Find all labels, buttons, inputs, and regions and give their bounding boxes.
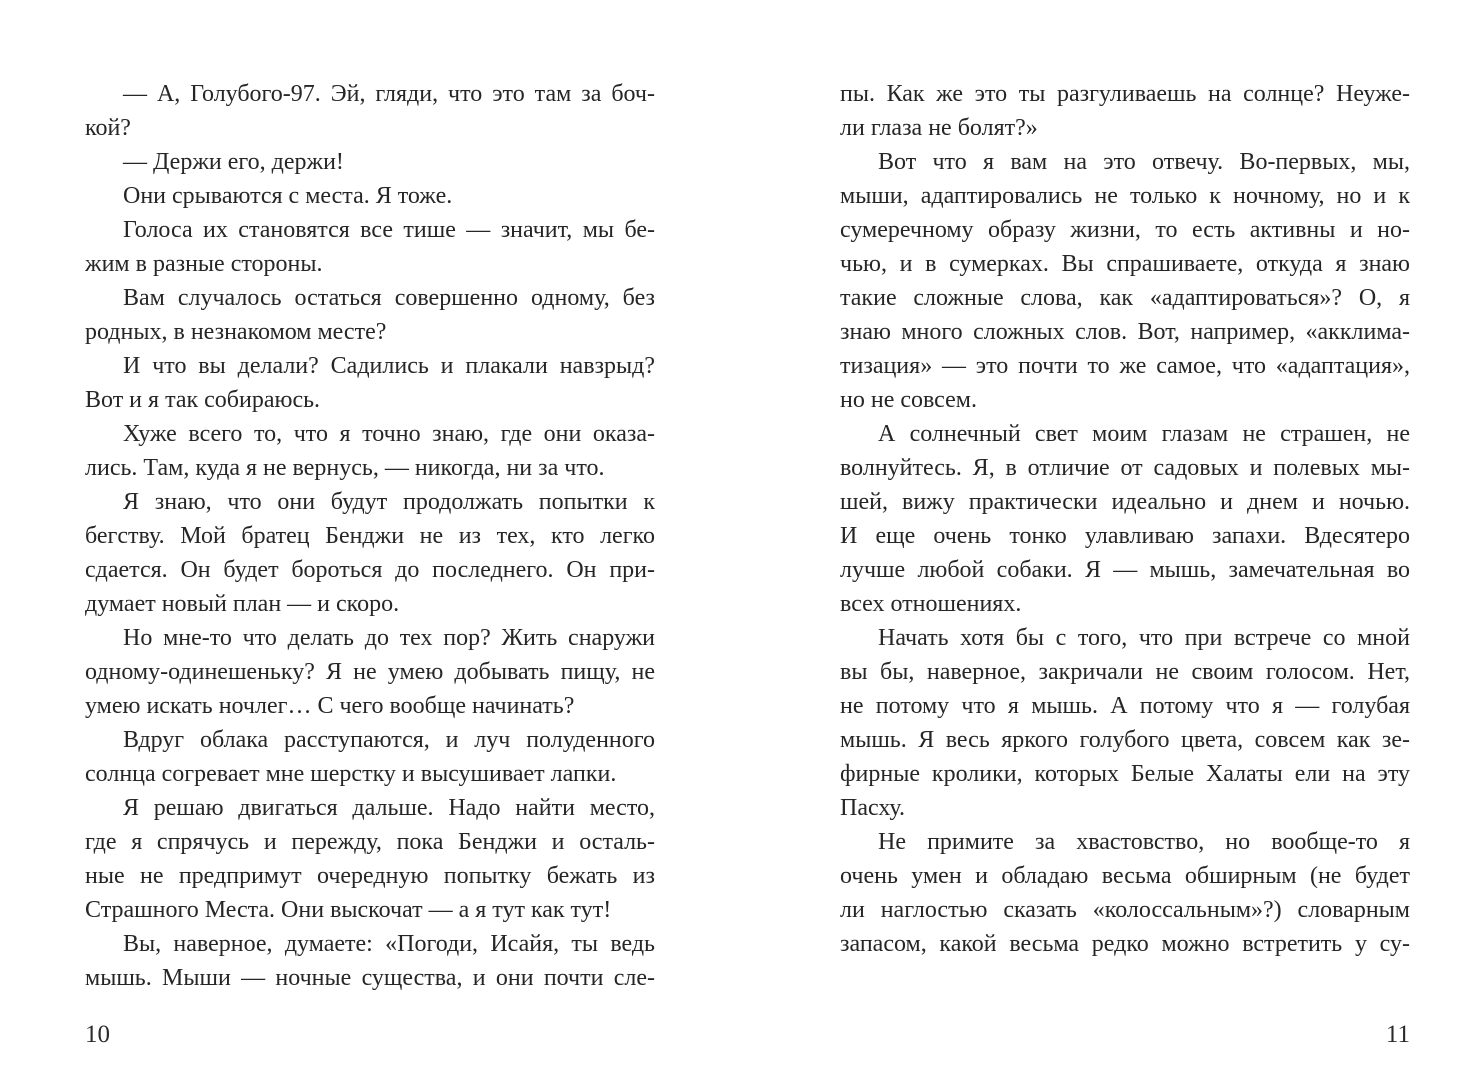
text-line: Не примите за хвастовство, но вообще-то я bbox=[878, 829, 1410, 855]
text-line: мышь. Мыши — ночные существа, и они почти сле- bbox=[85, 965, 655, 991]
text-line: очень умен и обладаю весьма обширным (не будет bbox=[840, 863, 1410, 889]
text-line: чью, и в сумерках. Вы спрашиваете, откуда я знаю bbox=[840, 251, 1410, 277]
text-line: запасом, какой весьма редко можно встретить у су- bbox=[840, 931, 1410, 957]
text-line: мыши, адаптировались не только к ночному, но и к bbox=[840, 183, 1410, 209]
text-line: фирные кролики, которых Белые Халаты ели на эту bbox=[840, 761, 1410, 787]
text-line: шей, вижу практически идеально и днем и ночью. bbox=[840, 489, 1410, 515]
text-line: пы. Как же это ты разгуливаешь на солнце? Неуже- bbox=[840, 81, 1410, 107]
text-line: сдается. Он будет бороться до последнего. Он при- bbox=[85, 557, 655, 583]
text-line: всех отношениях. bbox=[840, 591, 1022, 617]
text-line: кой? bbox=[85, 115, 131, 141]
text-line: родных, в незнакомом месте? bbox=[85, 319, 387, 345]
text-line: Вот что я вам на это отвечу. Во-первых, мы, bbox=[878, 149, 1410, 175]
text-line: Вот и я так собираюсь. bbox=[85, 387, 321, 413]
text-line: Вдруг облака расступаются, и луч полуденного bbox=[123, 727, 655, 753]
text-line: одному-одинешеньку? Я не умею добывать пищу, не bbox=[85, 659, 655, 685]
text-line: А солнечный свет моим глазам не страшен, не bbox=[878, 421, 1410, 447]
text-line: Страшного Места. Они выскочат — а я тут как тут! bbox=[85, 897, 612, 923]
text-line: умею искать ночлег… С чего вообще начинать? bbox=[85, 693, 575, 719]
text-line: солнца согревает мне шерстку и высушивает лапки. bbox=[85, 761, 617, 787]
text-line: лучше любой собаки. Я — мышь, замечательная во bbox=[840, 557, 1410, 583]
text-line: где я спрячусь и пережду, пока Бенджи и осталь- bbox=[85, 829, 655, 855]
text-line: Вы, наверное, думаете: «Погоди, Исайя, ты ведь bbox=[123, 931, 655, 957]
text-line: мышь. Я весь яркого голубого цвета, совсем как зе- bbox=[840, 727, 1410, 753]
text-line: Пасху. bbox=[840, 795, 906, 821]
text-line: вы бы, наверное, закричали не своим голосом. Нет, bbox=[840, 659, 1410, 685]
text-line: ли глаза не болят?» bbox=[840, 115, 1038, 141]
text-line: но не совсем. bbox=[840, 387, 977, 413]
text-line: — А, Голубого-97. Эй, гляди, что это там за боч- bbox=[123, 81, 655, 107]
text-line: Голоса их становятся все тише — значит, мы бе- bbox=[123, 217, 655, 243]
page-number-left: 10 bbox=[85, 1021, 110, 1048]
text-line: бегству. Мой братец Бенджи не из тех, кто легко bbox=[85, 523, 655, 549]
text-line: Но мне-то что делать до тех пор? Жить снаружи bbox=[123, 625, 655, 651]
text-line: — Держи его, держи! bbox=[123, 149, 344, 175]
text-line: И что вы делали? Садились и плакали навзрыд? bbox=[123, 353, 655, 379]
text-line: ли наглостью сказать «колоссальным»?) словарным bbox=[840, 897, 1410, 923]
text-line: Я решаю двигаться дальше. Надо найти место, bbox=[123, 795, 655, 821]
right-page-text bbox=[840, 77, 1410, 961]
text-line: такие сложные слова, как «адаптироваться»? О, я bbox=[840, 285, 1410, 311]
text-line: знаю много сложных слов. Вот, например, «акклима- bbox=[840, 319, 1410, 345]
text-line: Я знаю, что они будут продолжать попытки к bbox=[123, 489, 655, 515]
left-page-text bbox=[85, 77, 655, 995]
page-number-right: 11 bbox=[1385, 1021, 1410, 1048]
text-line: ные не предпримут очередную попытку бежать из bbox=[85, 863, 655, 889]
text-line: не потому что я мышь. А потому что я — голубая bbox=[840, 693, 1410, 719]
text-line: Они срываются с места. Я тоже. bbox=[123, 183, 453, 209]
text-line: лись. Там, куда я не вернусь, — никогда, ни за что. bbox=[85, 455, 605, 481]
text-line: И еще очень тонко улавливаю запахи. Вдесятеро bbox=[840, 523, 1410, 549]
text-line: Вам случалось остаться совершенно одному, без bbox=[123, 285, 655, 311]
text-line: Хуже всего то, что я точно знаю, где они оказа- bbox=[123, 421, 655, 447]
text-line: думает новый план — и скоро. bbox=[85, 591, 400, 617]
text-line: сумеречному образу жизни, то есть активны и но- bbox=[840, 217, 1410, 243]
text-line: тизация» — это почти то же самое, что «адаптация», bbox=[840, 353, 1410, 379]
text-line: жим в разные стороны. bbox=[85, 251, 323, 277]
text-line: Начать хотя бы с того, что при встрече со мной bbox=[878, 625, 1410, 651]
text-line: волнуйтесь. Я, в отличие от садовых и полевых мы- bbox=[840, 455, 1410, 481]
